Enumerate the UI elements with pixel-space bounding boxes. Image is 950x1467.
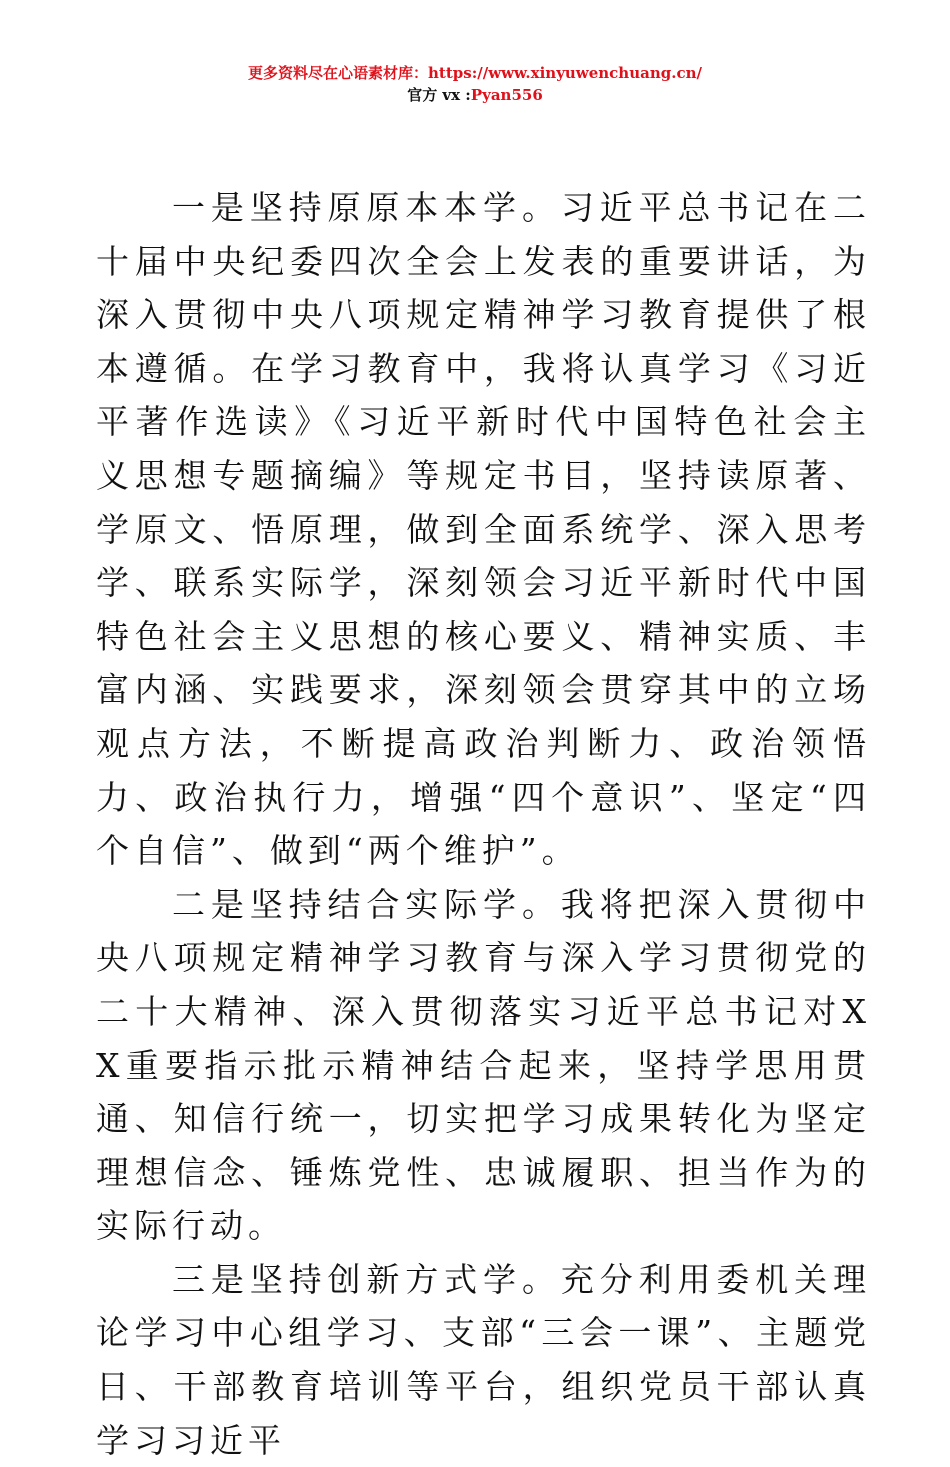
- paragraph-1: 一是坚持原原本本学。习近平总书记在二十届中央纪委四次全会上发表的重要讲话，为深入贯彻中央八项规定精神学习教育提供了根本遵循。在学习教育中，我将认真学习《习近平著作选读》《习近平新时代中国特色社会主义思想专题摘编》等规定书目，坚持读原著、学原文、悟原理，做到全面系统学、深入思考学、联系实际学，深刻领会习近平新时代中国特色社会主义思想的核心要义、精神实质、丰富内涵、实践要求，深刻领会贯穿其中的立场观点方法，不断提高政治判断力、政治领悟力、政治执行力，增强“四个意识”、坚定“四个自信”、做到“两个维护”。: [96, 188, 871, 871]
- header-contact-line: [0, 84, 950, 106]
- page-header: [0, 62, 950, 106]
- header-vx-id: Pyan556: [470, 86, 543, 104]
- document-body: [96, 181, 871, 1467]
- header-vx-label: 官方 vx :: [407, 86, 471, 104]
- header-source-line: 更多资料尽在心语素材库：https://www.xinyuwenchuang.cn/: [248, 64, 702, 82]
- paragraph-3: 三是坚持创新方式学。充分利用委机关理论学习中心组学习、支部“三会一课”、主题党日、干部教育培训等平台，组织党员干部认真学习习近平: [96, 1259, 871, 1460]
- paragraph-2: 二是坚持结合实际学。我将把深入贯彻中央八项规定精神学习教育与深入学习贯彻党的二十大精神、深入贯彻落实习近平总书记对XX重要指示批示精神结合起来，坚持学思用贯通、知信行统一，切实把学习成果转化为坚定理想信念、锤炼党性、忠诚履职、担当作为的实际行动。: [96, 884, 871, 1246]
